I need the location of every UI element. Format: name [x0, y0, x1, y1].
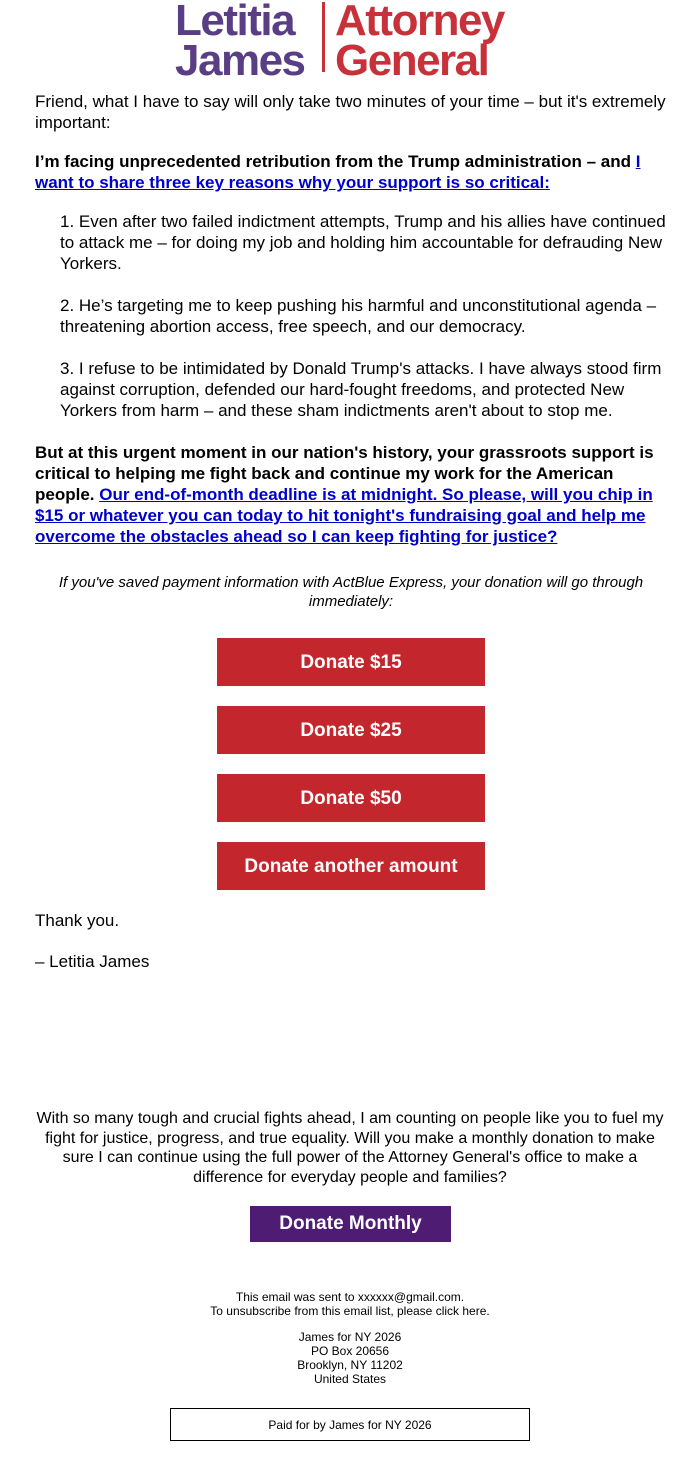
- unsubscribe-link[interactable]: click here: [435, 1304, 487, 1318]
- monthly-appeal: With so many tough and crucial fights ahead, I am counting on people like you to fuel my fight for justice, progress, and true equality. Will you make a monthly donation to make sure I can continue using the full power of the Attorney General's office to make a difference for everyday people and families?: [36, 1110, 664, 1186]
- logo-title: [335, 0, 504, 85]
- email-footer: [0, 1290, 700, 1386]
- lead-text: I’m facing unprecedented retribution from the Trump administration – and: [35, 152, 636, 171]
- logo-title-line1: Attorney: [335, 0, 504, 45]
- footer-address-line-3: Brooklyn, NY 11202: [297, 1358, 403, 1372]
- reason-item-1: 1. Even after two failed indictment attempts, Trump and his allies have continued to attack me – for doing my job and holding him accountable for defrauding New Yorkers.: [60, 212, 666, 273]
- urgent-paragraph: [35, 442, 667, 547]
- donate-buttons: [35, 638, 667, 910]
- donate-15-button[interactable]: Donate $15: [217, 638, 485, 686]
- footer-sent-to: This email was sent to xxxxxx@gmail.com.: [235, 1290, 465, 1304]
- donate-25-button[interactable]: Donate $25: [217, 706, 485, 754]
- logo-name: [175, 0, 305, 85]
- urgent-link[interactable]: Our end-of-month deadline is at midnight. So please, will you chip in $15 or whatever you can today to hit tonight's fundraising goal and help me overcome the obstacles ahead so I can keep fighting for justice?: [35, 485, 653, 546]
- email-body: [35, 91, 667, 972]
- logo-title-line2: General: [335, 36, 489, 85]
- paid-for-disclaimer: Paid for by James for NY 2026: [170, 1408, 530, 1441]
- intro-paragraph: Friend, what I have to say will only take two minutes of your time – but it's extremely important:: [35, 92, 666, 132]
- logo-divider: [322, 2, 325, 72]
- footer-address-line-2: PO Box 20656: [310, 1344, 390, 1358]
- donate-monthly-button[interactable]: Donate Monthly: [250, 1206, 451, 1242]
- donate-other-button[interactable]: Donate another amount: [217, 842, 485, 890]
- reasons-list: [60, 211, 667, 421]
- footer-address-line-1: James for NY 2026: [298, 1330, 402, 1344]
- reason-item-3: 3. I refuse to be intimidated by Donald Trump's attacks. I have always stood firm against corruption, defended our hard-fought freedoms, and protected New Yorkers from harm – and these sham indictments aren't about to stop me.: [60, 359, 662, 420]
- actblue-note: If you've saved payment information with ActBlue Express, your donation will go through immediately:: [58, 574, 644, 610]
- campaign-logo: [175, 0, 535, 85]
- lead-paragraph: [35, 151, 667, 193]
- reason-item-2: 2. He’s targeting me to keep pushing his harmful and unconstitutional agenda – threatening abortion access, free speech, and our democracy.: [60, 296, 657, 336]
- footer-address-line-4: United States: [313, 1372, 387, 1386]
- signature: – Letitia James: [35, 952, 150, 971]
- unsubscribe-suffix: .: [486, 1304, 490, 1318]
- footer-unsubscribe: [0, 1304, 700, 1318]
- logo-name-line2: James: [175, 36, 305, 85]
- donate-50-button[interactable]: Donate $50: [217, 774, 485, 822]
- thanks-text: Thank you.: [35, 911, 120, 930]
- unsubscribe-prefix: To unsubscribe from this email list, please: [210, 1304, 436, 1318]
- logo-name-line1: Letitia: [175, 0, 295, 45]
- lead-link[interactable]: I want to share three key reasons why your support is so critical:: [35, 152, 641, 192]
- urgent-text: But at this urgent moment in our nation's history, your grassroots support is critical to helping me fight back and continue my work for the American people.: [35, 443, 654, 504]
